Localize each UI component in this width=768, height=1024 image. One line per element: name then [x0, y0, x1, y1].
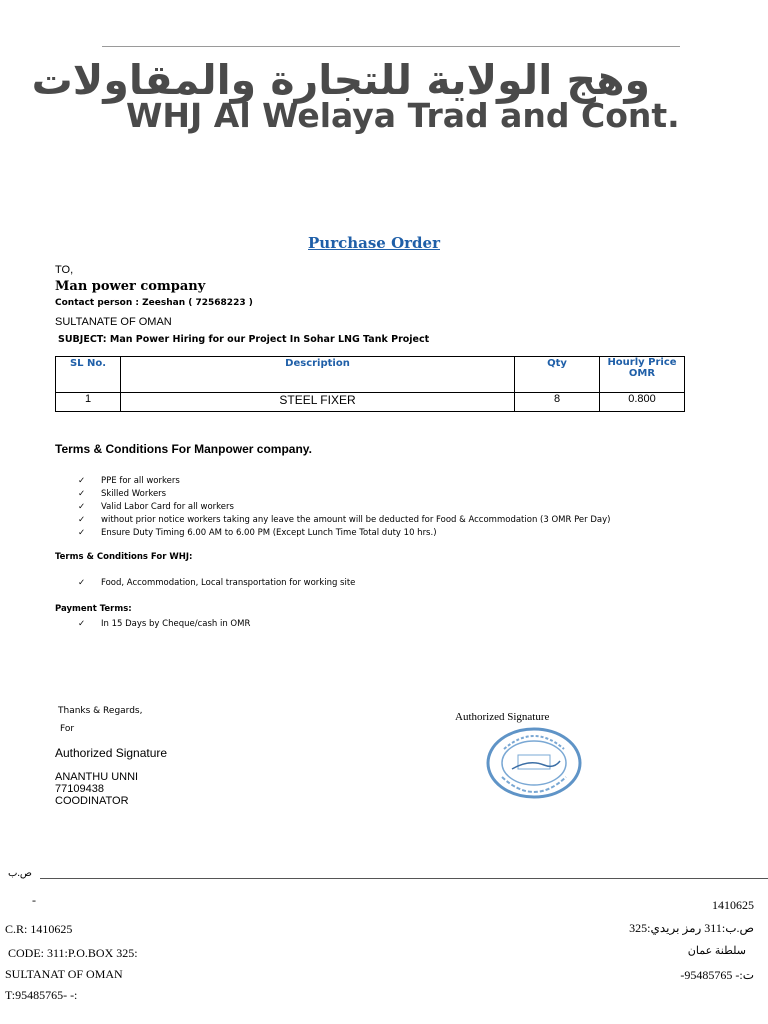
footer-country: SULTANAT OF OMAN: [5, 967, 123, 981]
col-qty: Qty: [515, 357, 600, 393]
signatory-role: COODINATOR: [55, 795, 129, 807]
signatory-phone: 77109438: [55, 783, 104, 795]
stamp-authorized-signature-label: Authorized Signature: [455, 711, 550, 723]
logo-top-rule: [102, 46, 680, 47]
footer-country-arabic: سلطنة عمان: [687, 945, 746, 957]
col-description: Description: [121, 357, 515, 393]
footer-rule: [40, 878, 768, 879]
list-item: ✓ Ensure Duty Timing 6.00 AM to 6.00 PM (Except Lunch Time Total duty 10 hrs.): [78, 528, 437, 538]
signatory-name: ANANTHU UNNI: [55, 771, 139, 783]
subject-line: SUBJECT: Man Power Hiring for our Project In Sohar LNG Tank Project: [58, 334, 430, 345]
checkmark-icon: ✓: [78, 515, 86, 525]
checkmark-icon: ✓: [78, 619, 86, 629]
terms-whj-list: [78, 577, 355, 590]
footer-code: CODE: 311:P.O.BOX 325:: [8, 946, 138, 960]
checkmark-icon: ✓: [78, 476, 86, 486]
footer-cr-arabic: 1410625: [712, 898, 754, 912]
recipient-country: SULTANATE OF OMAN: [55, 316, 172, 328]
thanks-regards: Thanks & Regards,: [58, 706, 143, 716]
footer-dash: -: [32, 893, 36, 907]
terms-whj-title: Terms & Conditions For WHJ:: [55, 552, 193, 562]
contact-person: Contact person : Zeeshan ( 72568223 ): [55, 298, 253, 308]
list-item: ✓ without prior notice workers taking any leave the amount will be deducted for Food & Accommodation (3 OMR Per Day): [78, 515, 611, 525]
company-name-english: WHJ Al Welaya Trad and Cont.: [126, 96, 680, 135]
checkmark-icon: ✓: [78, 578, 86, 588]
table-row: [56, 393, 685, 412]
terms-manpower-list: [78, 475, 610, 540]
table-header-row: [56, 357, 685, 393]
row-price: 0.800: [600, 393, 685, 412]
checkmark-icon: ✓: [78, 502, 86, 512]
row-sl: 1: [56, 393, 121, 412]
payment-terms-title: Payment Terms:: [55, 604, 132, 614]
list-item: ✓ PPE for all workers: [78, 476, 180, 486]
for-label: For: [60, 724, 75, 734]
signatory-details: [55, 771, 138, 807]
checkmark-icon: ✓: [78, 528, 86, 538]
checkmark-icon: ✓: [78, 489, 86, 499]
to-label: TO,: [55, 264, 74, 276]
company-stamp: [484, 725, 584, 801]
footer-cr: C.R: 1410625: [5, 922, 73, 936]
document-title: Purchase Order: [308, 234, 440, 252]
footer-tel: T:95485765- -:: [5, 988, 78, 1002]
authorized-signature-label: Authorized Signature: [55, 746, 168, 760]
footer-pobox-arabic: ص.ب: [8, 868, 33, 879]
row-qty: 8: [515, 393, 600, 412]
row-description: STEEL FIXER: [121, 393, 515, 412]
col-price: Hourly Price OMR: [600, 357, 685, 393]
payment-terms-list: [78, 618, 250, 631]
list-item: ✓ Food, Accommodation, Local transportation for working site: [78, 578, 356, 588]
company-name-arabic: وهج الولاية للتجارة والمقاولات: [31, 56, 650, 104]
recipient-name: Man power company: [55, 279, 206, 294]
list-item: ✓ Valid Labor Card for all workers: [78, 502, 234, 512]
terms-manpower-title: Terms & Conditions For Manpower company.: [55, 442, 312, 456]
footer-pobox-code-arabic: ص.ب:311 رمز بريدي:325: [629, 921, 754, 935]
stamp-seal-icon: [484, 725, 584, 801]
order-table: [55, 356, 685, 412]
list-item: ✓ Skilled Workers: [78, 489, 167, 499]
list-item: ✓ In 15 Days by Cheque/cash in OMR: [78, 619, 251, 629]
col-sl: SL No.: [56, 357, 121, 393]
footer-tel-arabic: ت:- 95485765-: [680, 968, 754, 982]
